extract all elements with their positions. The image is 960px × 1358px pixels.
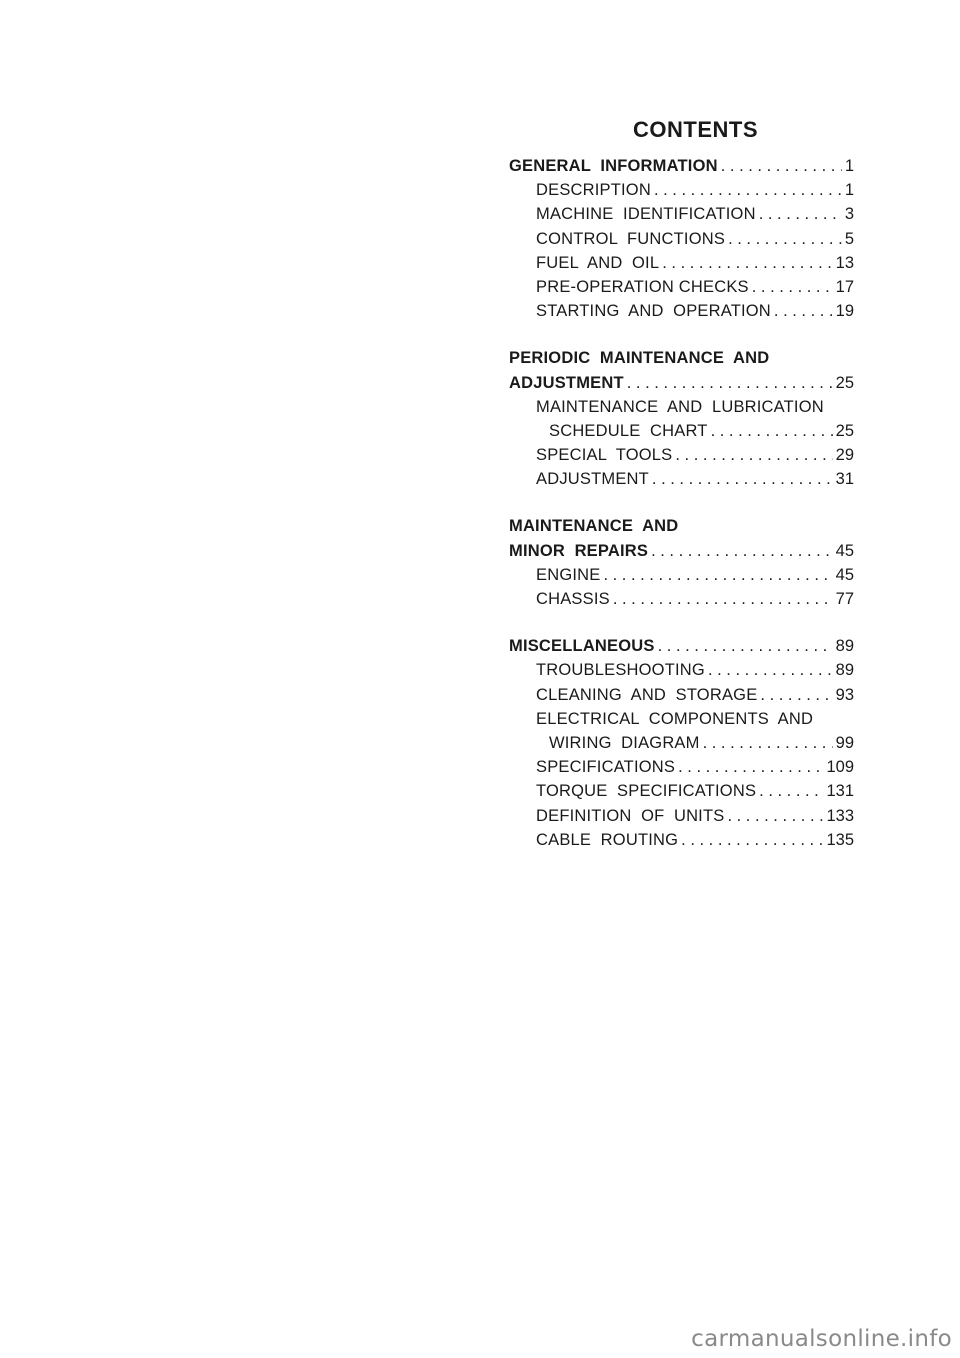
toc-sections [509, 154, 854, 852]
toc-entry[interactable] [509, 227, 854, 251]
toc-leader-dots [675, 443, 832, 467]
toc-entry[interactable] [509, 275, 854, 299]
toc-entry[interactable] [509, 658, 854, 682]
toc-entry[interactable] [509, 346, 854, 370]
toc-entry-label: PERIODIC MAINTENANCE AND [509, 349, 770, 368]
toc-entry-label: SCHEDULE CHART [549, 421, 708, 440]
toc-section [509, 346, 854, 491]
toc-entry[interactable] [509, 371, 854, 395]
toc-entry[interactable] [509, 539, 854, 563]
toc-page-number: 5 [844, 229, 854, 248]
toc-entry-label: MACHINE IDENTIFICATION [536, 205, 756, 224]
toc-entry[interactable] [509, 563, 854, 587]
toc-leader-dots [662, 251, 832, 275]
toc-leader-dots [774, 299, 833, 323]
toc-page-number: 89 [835, 661, 854, 680]
toc-entry-label: ELECTRICAL COMPONENTS AND [536, 709, 814, 728]
toc-page-number: 1 [844, 157, 854, 175]
toc-entry-label: CONTROL FUNCTIONS [536, 229, 726, 248]
toc-entry[interactable] [509, 634, 854, 658]
toc-page-number: 31 [835, 470, 854, 489]
toc-leader-dots [651, 539, 833, 563]
toc-entry-label: MAINTENANCE AND [509, 517, 679, 536]
toc-entry-label: PRE-OPERATION CHECKS [536, 277, 749, 296]
toc-section [509, 154, 854, 323]
toc-entry-label: ADJUSTMENT [536, 470, 649, 489]
toc-page-number: 89 [835, 637, 854, 656]
toc-leader-dots [681, 828, 823, 852]
toc-entry-label: DEFINITION OF UNITS [536, 806, 725, 825]
toc-leader-dots [752, 275, 833, 299]
toc-entry-label: MAINTENANCE AND LUBRICATION [536, 397, 824, 416]
toc-entry[interactable] [509, 514, 854, 538]
toc-section [509, 514, 854, 611]
toc-page-number: 45 [835, 565, 854, 584]
toc-page-number: 3 [844, 205, 854, 224]
toc-entry-label: TROUBLESHOOTING [536, 661, 705, 680]
toc-entry[interactable] [509, 731, 854, 755]
toc-entry[interactable] [509, 804, 854, 828]
toc-page-number: 29 [835, 446, 854, 465]
toc-entry[interactable] [509, 683, 854, 707]
toc-entry[interactable] [509, 779, 854, 803]
toc-leader-dots [654, 178, 842, 202]
toc-entry-label: CLEANING AND STORAGE [536, 685, 758, 704]
toc-entry-label: TORQUE SPECIFICATIONS [536, 782, 757, 801]
toc-leader-dots [652, 467, 833, 491]
toc-leader-dots [703, 731, 833, 755]
watermark-text: carmanualsonline.info [691, 1326, 952, 1352]
toc-entry[interactable] [509, 467, 854, 491]
toc-entry[interactable] [509, 299, 854, 323]
toc-page-number: 25 [835, 421, 854, 440]
toc-entry[interactable] [509, 443, 854, 467]
toc-leader-dots [711, 419, 833, 443]
toc-entry[interactable] [509, 251, 854, 275]
toc-entry-label: GENERAL INFORMATION [509, 157, 718, 175]
toc-page-number: 77 [835, 590, 854, 608]
toc-leader-dots [627, 371, 833, 395]
toc-entry-label: ADJUSTMENT [509, 373, 624, 392]
toc-leader-dots [759, 779, 823, 803]
toc-entry[interactable] [509, 419, 854, 443]
toc-page-number: 13 [835, 253, 854, 272]
toc-leader-dots [721, 154, 842, 178]
toc-page-number: 93 [835, 685, 854, 704]
toc-entry[interactable] [509, 178, 854, 202]
toc-entry-label: CABLE ROUTING [536, 830, 679, 849]
toc-leader-dots [603, 563, 832, 587]
toc-section [509, 634, 854, 852]
toc-leader-dots [760, 683, 832, 707]
toc-leader-dots [658, 634, 833, 658]
toc-entry[interactable] [509, 707, 854, 731]
toc-leader-dots [678, 755, 823, 779]
toc-entry[interactable] [509, 587, 854, 611]
toc-page-number: 135 [826, 830, 854, 849]
toc-leader-dots [727, 804, 823, 828]
toc-entry[interactable] [509, 202, 854, 226]
toc-page-number: 133 [826, 806, 854, 825]
toc-page-number: 45 [835, 541, 854, 560]
toc-entry[interactable] [509, 828, 854, 852]
toc-entry-label: WIRING DIAGRAM [549, 733, 700, 752]
toc-page-number: 25 [835, 373, 854, 392]
toc-page-number: 99 [835, 733, 854, 752]
toc-page-number: 1 [844, 181, 854, 200]
toc-leader-dots [759, 202, 842, 226]
toc-entry-label: FUEL AND OIL [536, 253, 660, 272]
toc-leader-dots [708, 658, 833, 682]
toc-entry[interactable] [509, 755, 854, 779]
toc-entry-label: SPECIFICATIONS [536, 758, 676, 777]
toc-entry-label: MISCELLANEOUS [509, 637, 655, 656]
toc-entry-label: CHASSIS [536, 590, 610, 608]
toc-leader-dots [613, 587, 833, 611]
table-of-contents [509, 116, 854, 875]
toc-page-number: 131 [826, 782, 854, 801]
toc-leader-dots [728, 227, 842, 251]
toc-page-number: 19 [835, 302, 854, 321]
toc-entry-label: MINOR REPAIRS [509, 541, 649, 560]
toc-entry-label: DESCRIPTION [536, 181, 651, 200]
toc-entry-label: STARTING AND OPERATION [536, 302, 771, 321]
contents-title: CONTENTS [633, 117, 758, 142]
toc-entry-label: ENGINE [536, 565, 601, 584]
toc-entry-label: SPECIAL TOOLS [536, 446, 673, 465]
toc-entry[interactable] [509, 395, 854, 419]
toc-entry[interactable] [509, 154, 854, 178]
toc-page-number: 17 [835, 277, 854, 296]
toc-page-number: 109 [826, 758, 854, 777]
